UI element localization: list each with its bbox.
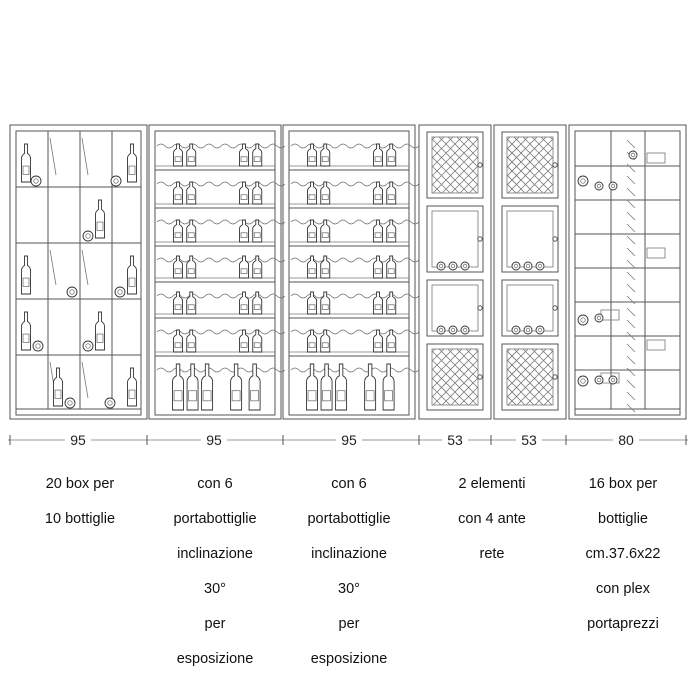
caption-line: con plex	[595, 580, 650, 597]
bottle-base	[449, 262, 457, 270]
mesh-line	[507, 349, 519, 361]
mesh-line	[550, 349, 553, 352]
bottle-outline	[174, 182, 183, 204]
bottle-base	[578, 315, 588, 325]
box-partition	[82, 362, 88, 398]
caption-line: con 4 ante	[458, 510, 526, 527]
dimension-label: 53	[447, 432, 463, 448]
mesh-line	[507, 175, 525, 193]
mesh-line	[466, 349, 478, 361]
lying-bottle-icon	[105, 398, 115, 408]
bottle-icon	[240, 256, 249, 278]
bottle-outline	[187, 364, 198, 410]
lying-bottle-icon	[83, 341, 93, 351]
caption-line: 10 bottiglie	[44, 510, 116, 527]
bottle-outline	[387, 330, 396, 352]
mesh-line	[433, 148, 478, 193]
bottle-outline	[22, 144, 31, 182]
mesh-line	[432, 349, 444, 361]
lying-bottle-icon	[536, 326, 544, 334]
dimension-label: 95	[341, 432, 357, 448]
bottle-base	[111, 176, 121, 186]
price-plate	[601, 310, 619, 320]
plex-hatch	[627, 188, 635, 196]
lying-bottle-icon	[437, 262, 445, 270]
dimension-label: 95	[70, 432, 86, 448]
lying-bottle-icon	[524, 262, 532, 270]
mesh-line	[507, 369, 543, 405]
bottle-outline	[321, 364, 332, 410]
caption-line: 20 box per	[45, 475, 115, 492]
door-knob-icon	[553, 163, 557, 167]
bottle-outline	[22, 312, 31, 350]
bottle-outline	[22, 256, 31, 294]
door-knob-icon	[478, 306, 482, 310]
bottle-icon	[253, 330, 262, 352]
lying-bottle-icon	[449, 262, 457, 270]
caption-line: con 6	[331, 475, 367, 492]
mesh-line	[544, 396, 553, 405]
mesh-line	[466, 137, 478, 149]
lying-bottle-icon	[461, 262, 469, 270]
bottle-outline	[174, 144, 183, 166]
bottle-base	[524, 262, 532, 270]
bottle-icon	[308, 256, 317, 278]
bottle-outline	[253, 144, 262, 166]
bottle-icon	[253, 144, 262, 166]
lying-bottle-icon	[578, 176, 588, 186]
display-bottle-icon	[202, 364, 213, 410]
mesh-line	[432, 369, 468, 405]
mesh-line	[507, 349, 510, 352]
mesh-pattern	[432, 137, 478, 193]
bottle-base	[578, 376, 588, 386]
mesh-line	[541, 349, 553, 361]
bottle-base	[461, 262, 469, 270]
mesh-line	[508, 148, 553, 193]
plex-hatch	[627, 356, 635, 364]
bottle-base	[609, 182, 617, 190]
bottle-outline	[387, 182, 396, 204]
mesh-line	[475, 349, 478, 352]
bottle-outline	[240, 292, 249, 314]
bottle-icon	[253, 220, 262, 242]
bottle-outline	[231, 364, 242, 410]
plex-hatch	[627, 224, 635, 232]
caption-inclined-unit-b	[289, 458, 409, 686]
caption-line: 30°	[204, 580, 226, 597]
bottle-base	[578, 176, 588, 186]
door-glass	[507, 285, 553, 331]
mesh-line	[432, 175, 450, 193]
door-knob-icon	[553, 237, 557, 241]
mesh-line	[541, 137, 553, 149]
door-glass	[432, 211, 478, 267]
bottle-outline	[128, 368, 137, 406]
door-glass	[507, 211, 553, 267]
bottle-icon	[96, 200, 105, 238]
lying-bottle-icon	[33, 341, 43, 351]
mesh-line	[475, 137, 478, 140]
bottle-icon	[321, 292, 330, 314]
bottle-base	[105, 398, 115, 408]
mesh-line	[432, 349, 435, 352]
plex-hatch	[627, 404, 635, 412]
mesh-line	[432, 184, 441, 193]
bottle-outline	[308, 292, 317, 314]
bottle-icon	[174, 330, 183, 352]
mesh-line	[442, 157, 478, 193]
mesh-pattern	[507, 349, 553, 405]
bottle-icon	[96, 312, 105, 350]
bottle-outline	[374, 292, 383, 314]
mesh-line	[535, 175, 553, 193]
bottle-icon	[308, 292, 317, 314]
bottle-icon	[187, 292, 196, 314]
display-bottle-icon	[383, 364, 394, 410]
caption-line: bottiglie	[598, 510, 648, 527]
bottle-icon	[308, 330, 317, 352]
bottle-icon	[174, 182, 183, 204]
bottle-outline	[253, 220, 262, 242]
mesh-line	[507, 137, 519, 149]
bottle-base	[31, 176, 41, 186]
bottle-icon	[128, 368, 137, 406]
mesh-line	[517, 157, 553, 193]
caption-plex-unit	[563, 458, 683, 651]
lying-bottle-icon	[536, 262, 544, 270]
mesh-pattern	[432, 349, 478, 405]
mesh-line	[432, 157, 468, 193]
caption-line: portaprezzi	[587, 615, 659, 632]
dimension-label: 95	[206, 432, 222, 448]
caption-door-units	[432, 458, 552, 581]
mesh-line	[469, 184, 478, 193]
bottle-outline	[374, 256, 383, 278]
bottle-outline	[96, 200, 105, 238]
bottle-base	[67, 287, 77, 297]
bottle-outline	[253, 182, 262, 204]
plex-hatch	[627, 260, 635, 268]
caption-line: inclinazione	[311, 545, 387, 562]
bottle-icon	[387, 330, 396, 352]
lying-bottle-icon	[437, 326, 445, 334]
box-partition	[82, 250, 88, 285]
bottle-base	[512, 326, 520, 334]
bottle-base	[437, 326, 445, 334]
bottle-base	[609, 376, 617, 384]
price-plate	[647, 153, 665, 163]
lying-bottle-icon	[31, 176, 41, 186]
bottle-base	[437, 262, 445, 270]
mesh-line	[507, 148, 552, 193]
bottle-outline	[174, 292, 183, 314]
dimension-line	[8, 432, 688, 448]
bottle-outline	[174, 256, 183, 278]
display-bottle-icon	[365, 364, 376, 410]
bottle-icon	[308, 220, 317, 242]
bottle-icon	[174, 256, 183, 278]
bottle-icon	[54, 368, 63, 406]
caption-inclined-unit-a	[155, 458, 275, 686]
lying-bottle-icon	[609, 182, 617, 190]
mesh-line	[507, 396, 516, 405]
lying-bottle-icon	[595, 314, 603, 322]
lying-bottle-icon	[629, 151, 637, 159]
dimension-label: 80	[618, 432, 634, 448]
plex-hatch	[627, 272, 635, 280]
bottle-base	[115, 287, 125, 297]
bottle-base	[65, 398, 75, 408]
plex-hatch	[627, 368, 635, 376]
door-knob-icon	[553, 306, 557, 310]
bottle-outline	[174, 330, 183, 352]
bottle-icon	[22, 144, 31, 182]
bottle-base	[595, 376, 603, 384]
mesh-line	[507, 387, 525, 405]
caption-line: portabottiglie	[307, 510, 391, 527]
mesh-line	[432, 137, 435, 140]
plex-hatch	[627, 320, 635, 328]
caption-line: per	[204, 615, 226, 632]
bottle-outline	[308, 144, 317, 166]
mesh-line	[544, 184, 553, 193]
bottle-outline	[383, 364, 394, 410]
bottle-icon	[387, 144, 396, 166]
bottle-base	[83, 231, 93, 241]
mesh-line	[432, 148, 477, 193]
lying-bottle-icon	[578, 376, 588, 386]
bottle-outline	[187, 292, 196, 314]
bottle-outline	[308, 330, 317, 352]
bottle-icon	[387, 220, 396, 242]
display-bottle-icon	[249, 364, 260, 410]
bottle-base	[83, 341, 93, 351]
lying-bottle-icon	[449, 326, 457, 334]
caption-box-unit	[20, 458, 140, 546]
lying-bottle-icon	[512, 262, 520, 270]
lying-bottle-icon	[461, 326, 469, 334]
bottle-outline	[240, 256, 249, 278]
caption-line: cm.37.6x22	[585, 545, 661, 562]
caption-line: portabottiglie	[173, 510, 257, 527]
lying-bottle-icon	[67, 287, 77, 297]
caption-line: rete	[479, 545, 505, 562]
bottle-outline	[308, 182, 317, 204]
mesh-line	[535, 387, 553, 405]
bottle-outline	[387, 220, 396, 242]
lying-bottle-icon	[83, 231, 93, 241]
bottle-base	[595, 182, 603, 190]
bottle-icon	[22, 256, 31, 294]
bottle-icon	[22, 312, 31, 350]
lying-bottle-icon	[512, 326, 520, 334]
plex-hatch	[627, 296, 635, 304]
bottle-icon	[187, 256, 196, 278]
display-bottle-icon	[321, 364, 332, 410]
bottle-icon	[374, 256, 383, 278]
plex-hatch	[627, 344, 635, 352]
bottle-base	[536, 262, 544, 270]
bottle-base	[33, 341, 43, 351]
bottle-base	[512, 262, 520, 270]
plex-hatch	[627, 236, 635, 244]
bottle-icon	[308, 182, 317, 204]
mesh-line	[517, 369, 553, 405]
bottle-outline	[336, 364, 347, 410]
bottle-outline	[174, 220, 183, 242]
bottle-base	[595, 314, 603, 322]
plex-hatch	[627, 392, 635, 400]
mesh-line	[442, 369, 478, 405]
lying-bottle-icon	[578, 315, 588, 325]
caption-line: per	[338, 615, 360, 632]
lying-bottle-icon	[111, 176, 121, 186]
bottle-outline	[202, 364, 213, 410]
mesh-line	[469, 396, 478, 405]
lying-bottle-icon	[65, 398, 75, 408]
bottle-outline	[128, 256, 137, 294]
bottle-icon	[253, 182, 262, 204]
lying-bottle-icon	[595, 182, 603, 190]
bottle-base	[449, 326, 457, 334]
bottle-outline	[253, 330, 262, 352]
mesh-line	[507, 360, 552, 405]
bottle-icon	[387, 182, 396, 204]
price-plate	[647, 248, 665, 258]
lying-bottle-icon	[595, 376, 603, 384]
lying-bottle-icon	[115, 287, 125, 297]
mesh-line	[433, 360, 478, 405]
mesh-line	[460, 387, 478, 405]
bottle-outline	[321, 292, 330, 314]
plex-hatch	[627, 284, 635, 292]
plex-hatch	[627, 380, 635, 388]
bottle-base	[629, 151, 637, 159]
lying-bottle-icon	[609, 376, 617, 384]
bottle-icon	[240, 292, 249, 314]
mesh-pattern	[507, 137, 553, 193]
bottle-outline	[187, 256, 196, 278]
bottle-outline	[96, 312, 105, 350]
bottle-outline	[128, 144, 137, 182]
display-bottle-icon	[336, 364, 347, 410]
caption-line: 2 elementi	[458, 475, 526, 492]
bottle-outline	[249, 364, 260, 410]
mesh-line	[508, 360, 553, 405]
bottle-outline	[54, 368, 63, 406]
bottle-icon	[174, 292, 183, 314]
plex-hatch	[627, 140, 635, 148]
cabinet-units	[10, 125, 686, 419]
mesh-line	[432, 360, 477, 405]
unit-box-inner	[16, 131, 141, 415]
door-knob-icon	[553, 375, 557, 379]
box-partition	[50, 138, 56, 175]
bottle-icon	[374, 292, 383, 314]
mesh-line	[507, 157, 543, 193]
bottle-outline	[308, 220, 317, 242]
display-bottle-icon	[187, 364, 198, 410]
mesh-line	[432, 387, 450, 405]
display-bottle-icon	[231, 364, 242, 410]
bottle-outline	[365, 364, 376, 410]
mesh-line	[507, 184, 516, 193]
bottle-icon	[321, 256, 330, 278]
mesh-line	[432, 396, 441, 405]
bottle-icon	[128, 256, 137, 294]
box-partition	[50, 250, 56, 285]
plex-hatch	[627, 212, 635, 220]
lying-bottle-icon	[524, 326, 532, 334]
plex-hatch	[627, 308, 635, 316]
mesh-line	[432, 137, 444, 149]
plex-hatch	[627, 248, 635, 256]
bottle-outline	[387, 144, 396, 166]
caption-line: con 6	[197, 475, 233, 492]
plex-hatch	[627, 176, 635, 184]
bottle-outline	[321, 256, 330, 278]
price-plate	[647, 340, 665, 350]
bottle-base	[524, 326, 532, 334]
mesh-line	[550, 137, 553, 140]
caption-line: esposizione	[176, 650, 254, 667]
box-partition	[82, 138, 88, 175]
caption-line: inclinazione	[177, 545, 253, 562]
bottle-base	[536, 326, 544, 334]
mesh-line	[507, 137, 510, 140]
bottle-icon	[128, 144, 137, 182]
dimension-label: 53	[521, 432, 537, 448]
door-glass	[432, 285, 478, 331]
caption-line: esposizione	[310, 650, 388, 667]
caption-line: 16 box per	[588, 475, 658, 492]
bottle-icon	[174, 144, 183, 166]
caption-line: 30°	[338, 580, 360, 597]
door-knob-icon	[478, 375, 482, 379]
bottle-icon	[308, 144, 317, 166]
door-knob-icon	[478, 237, 482, 241]
plex-hatch	[627, 200, 635, 208]
bottle-icon	[174, 220, 183, 242]
bottle-outline	[308, 256, 317, 278]
bottle-base	[461, 326, 469, 334]
plex-hatch	[627, 164, 635, 172]
mesh-line	[460, 175, 478, 193]
door-knob-icon	[478, 163, 482, 167]
